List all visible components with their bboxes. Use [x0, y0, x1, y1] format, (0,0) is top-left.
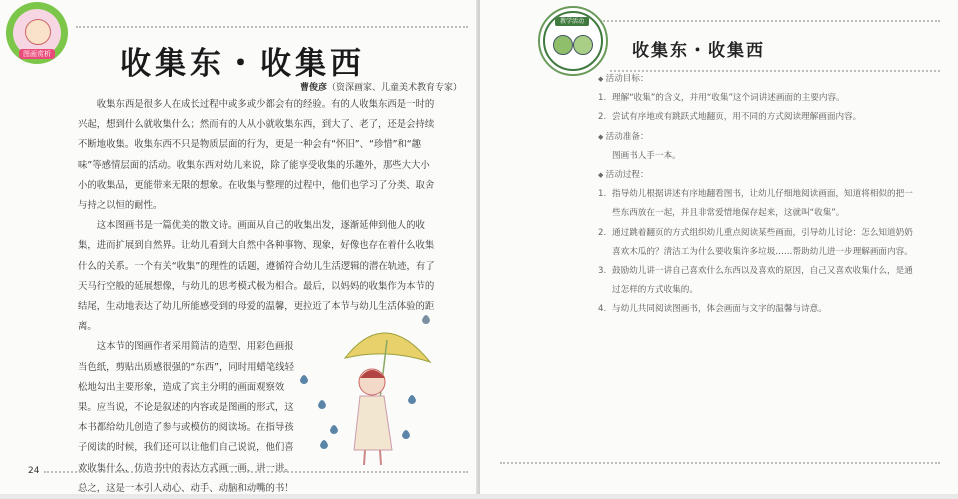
two-kids-icon	[543, 11, 603, 71]
list-item: 3. 鼓励幼儿讲一讲自己喜欢什么东西以及喜欢的原因，自己又喜欢收集什么，是通过怎样的方式收集的。	[598, 266, 913, 296]
list-item: 1. 理解“收集”的含义，并用“收集”这个词讲述画面的主要内容。	[598, 93, 845, 104]
author-byline	[300, 80, 462, 93]
page-number: 24	[28, 466, 40, 476]
section-heading: ◆ 活动目标：	[598, 70, 918, 89]
badge-label-left: 图画赏析	[19, 49, 55, 59]
list-item: 4. 与幼儿共同阅读图画书，体会画面与文字的温馨与诗意。	[598, 304, 827, 315]
umbrella-child-illustration	[290, 300, 460, 470]
top-dotted-rule	[600, 20, 940, 22]
list-item: 2. 尝试有序地或有跳跃式地翻页，用不同的方式阅读理解画面内容。	[598, 112, 862, 123]
author-name: 曹俊彦	[300, 83, 328, 93]
paragraph: 这本图画书是一篇优美的散文诗。画面从自己的收集出发，逐渐延伸到他人的收集，进而扩展到自然界。让幼儿看到大自然中各种事物、现象，好像也存在着什么收集什么的关系。一个有关“收集”的理性的话题，遵循符合幼儿生活逻辑的潜在轨迹，有了天马行空般的延展想像，与幼儿的思考模式极为相合。最后，以妈妈的收集作为本节的结尾，生动地表达了幼儿所能感受到的母爱的温馨，更拉近了本节与幼儿生活体验的距离。	[78, 220, 435, 333]
bottom-dotted-rule	[500, 462, 940, 464]
section-badge-right	[538, 6, 608, 76]
page-title-left: 收集东・收集西	[120, 46, 365, 82]
top-dotted-rule	[76, 26, 468, 28]
list-item: 图画书人手一本。	[612, 150, 681, 161]
badge-label-right: 教学活动	[555, 17, 589, 26]
author-role: （资深画家、儿童美术教育专家）	[327, 83, 463, 93]
left-page	[0, 0, 478, 494]
list-item: 2. 通过跳着翻页的方式组织幼儿重点阅读某些画面，引导幼儿讨论：怎么知道奶奶喜欢木瓜的？清洁工为什么要收集许多垃圾……帮助幼儿进一步理解画面内容。	[598, 227, 913, 257]
paragraph: 收集东西是很多人在成长过程中或多或少都会有的经验。有的人收集东西是一时的兴起，想到什么就收集什么；然而有的人从小就收集东西，到大了、老了，还是会持续不断地收集。收集东西不只是物质层面的行为，更是一种会有“怀旧”、“珍惜”和“趣味”等感情层面的活动。收集东西对幼儿来说，除了能享受收集的乐趣外，那些大大小小的收集品，更能带来无限的想象。在收集与整理的过程中，他们也学习了分类、取舍与持之以恒的耐性。	[78, 99, 435, 212]
list-item: 1. 指导幼儿根据讲述有序地翻看图书，让幼儿仔细地阅读画面，知道将相似的把一些东西放在一起，并且非常爱惜地保存起来，这就叫“收集”。	[598, 189, 913, 219]
bottom-dotted-rule	[44, 471, 468, 473]
section-heading: ◆ 活动准备：	[598, 128, 918, 147]
girl-face-icon	[13, 9, 61, 57]
paragraph: 这本节的图画作者采用简洁的造型、用彩色画报当色纸，剪贴出质感很强的“东西”，同时用蜡笔线轻松地勾出主要形象，造成了宾主分明的画面观察效果。应当说，不论是叙述的内容或是图画的形式，这本书都给幼儿创造了参与或模仿的阅读场。在指导孩子阅读的时候，我们还可以让他们自己说说，他们喜欢收集什么，仿造书中的表达方式画一画、讲一讲。总之，这是一本引人动心、动手、动脑和动嘴的书！	[78, 341, 294, 494]
section-heading: ◆ 活动过程：	[598, 166, 918, 185]
page-title-right: 收集东・收集西	[632, 41, 765, 61]
activity-plan	[598, 70, 918, 320]
section-badge-left	[6, 2, 68, 64]
